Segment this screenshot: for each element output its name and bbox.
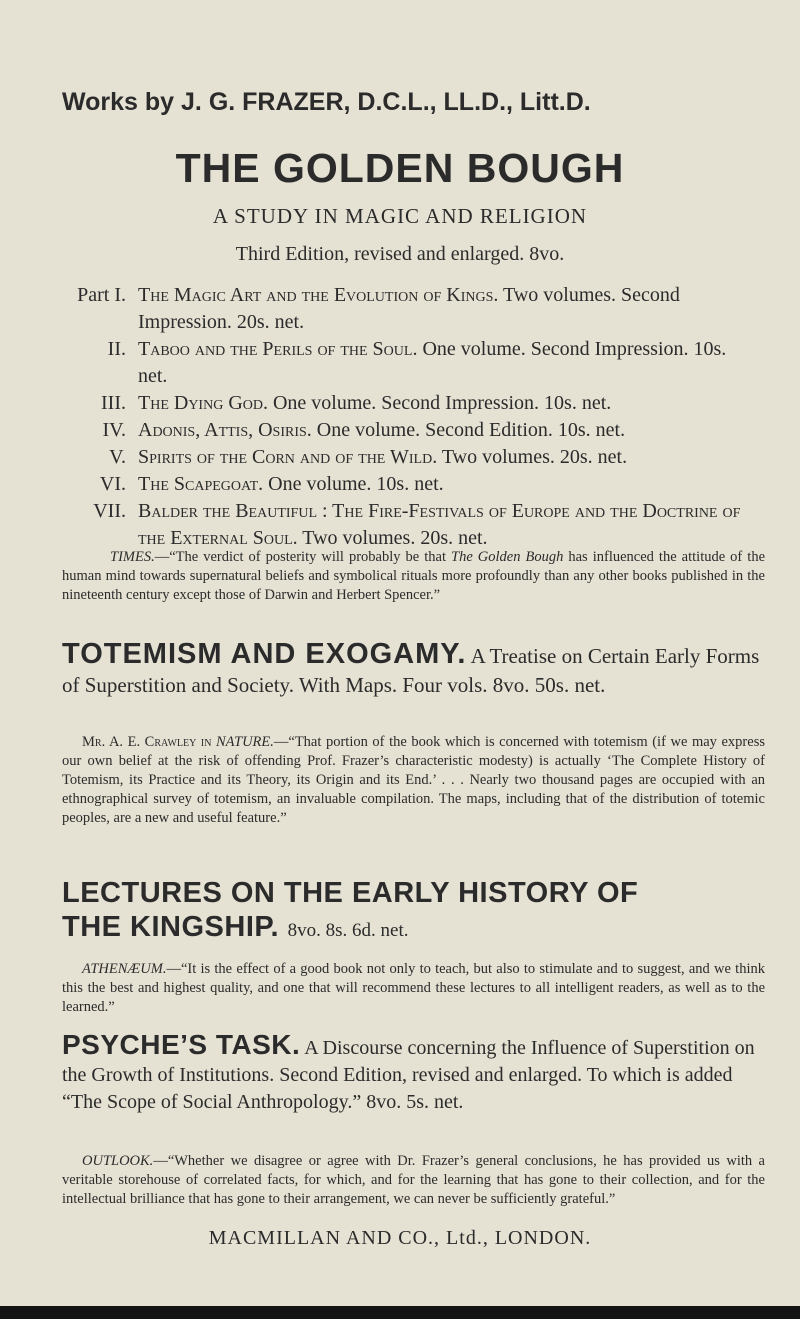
totemism-entry	[62, 640, 765, 700]
review-quote-start: —“The verdict of posterity will probably be that	[154, 549, 451, 565]
part-title: Spirits of the Corn and of the Wild.	[138, 446, 438, 468]
part-number: V.	[109, 446, 126, 468]
review-source: OUTLOOK.	[82, 1153, 154, 1169]
part-title: Adonis, Attis, Osiris.	[138, 419, 312, 441]
lectures-meta: 8vo. 8s. 6d. net.	[287, 920, 409, 941]
part-item	[58, 498, 758, 552]
parts-list	[58, 282, 758, 552]
lectures-entry	[62, 876, 765, 948]
part-title: The Scapegoat.	[138, 473, 264, 495]
golden-bough-title: THE GOLDEN BOUGH	[175, 145, 625, 191]
part-detail: Two volumes. 20s. net.	[302, 527, 488, 549]
golden-bough-subtitle: A STUDY IN MAGIC AND RELIGION	[212, 204, 588, 228]
review-quote: —“Whether we disagree or agree with Dr. Frazer’s general conclusions, he has provided us with a veritable storehouse of correlated facts, for which, and for the learning that has gone to their collection, and for the intellectual brilliance that has gone to their arrangement, we can never be sufficiently grateful.”	[62, 1153, 765, 1207]
part-detail: One volume. Second Impression. 10s. net.	[138, 338, 727, 387]
review-quote-end: has influenced the attitude of the human mind towards supernatural beliefs and symbolical rituals more profoundly than any other books published in the nineteenth century except those of Darwin and Herbert Spencer.”	[62, 549, 765, 603]
part-item	[58, 444, 758, 471]
review-quote-book-title: The Golden Bough	[451, 549, 564, 565]
part-title: Balder the Beautiful : The Fire-Festivals of Europe and the Doctrine of the External Soul.	[138, 500, 741, 549]
part-item	[58, 336, 758, 390]
part-item	[58, 390, 758, 417]
part-detail: One volume. Second Impression. 10s. net.	[272, 392, 612, 414]
part-number: Part I.	[77, 284, 126, 306]
part-detail: One volume. Second Edition. 10s. net.	[316, 419, 626, 441]
golden-bough-edition: Third Edition, revised and enlarged. 8vo.	[235, 243, 565, 265]
review-quote: —“It is the effect of a good book not only to teach, but also to stimulate and to suggest, and we think this the best and highest quality, and one that will recommend these lectures to all intelligent readers, as well as to the learned.”	[62, 961, 765, 1015]
author-heading: Works by J. G. FRAZER, D.C.L., LL.D., Litt.D.	[62, 88, 591, 116]
part-title: Taboo and the Perils of the Soul.	[138, 338, 418, 360]
lectures-title-line-1: LECTURES ON THE EARLY HISTORY OF	[62, 877, 639, 909]
part-detail: Two volumes. Second Impression. 20s. net.	[138, 284, 680, 333]
lectures-title-line-2: THE KINGSHIP.	[62, 911, 280, 943]
review-quote: —“That portion of the book which is concerned with totemism (if we may express our own belief at the risk of offending Prof. Frazer’s characteristic modesty) is actually ‘The Complete History of Totemism, its Practice and its Theory, its Origin and its End.’ . . . Nearly two thousand pages are occupied with an ethnographical survey of totemism, an invaluable compilation. The maps, including that of the distribution of totemic peoples, are a new and useful feature.”	[62, 734, 765, 826]
publisher-imprint: MACMILLAN AND CO., Ltd., LONDON.	[208, 1227, 592, 1249]
review-source: TIMES.	[110, 549, 155, 565]
psyche-title: PSYCHE’S TASK.	[62, 1029, 301, 1060]
part-title: The Magic Art and the Evolution of Kings.	[138, 284, 499, 306]
part-item	[58, 417, 758, 444]
reviewer-name: Mr. A. E. Crawley in	[82, 734, 217, 750]
part-item	[58, 282, 758, 336]
part-title: The Dying God.	[138, 392, 268, 414]
times-review	[62, 548, 765, 605]
bottom-edge-rule	[0, 1306, 800, 1319]
review-source: ATHENÆUM.	[82, 961, 167, 977]
part-number: VII.	[93, 500, 126, 522]
psyche-entry	[62, 1031, 765, 1116]
athenaeum-review	[62, 960, 765, 1017]
nature-review	[62, 733, 765, 828]
part-number: VI.	[99, 473, 126, 495]
totemism-title: TOTEMISM AND EXOGAMY.	[62, 638, 467, 670]
part-number: IV.	[102, 419, 126, 441]
part-number: III.	[101, 392, 126, 414]
psyche-description: A Discourse concerning the Influence of Superstition on the Growth of Institutions. Second Edition, revised and enlarged. To which is added “The Scope of Social Anthropology.” 8vo. 5s. net.	[62, 1037, 755, 1113]
part-detail: One volume. 10s. net.	[268, 473, 444, 495]
part-detail: Two volumes. 20s. net.	[441, 446, 628, 468]
outlook-review	[62, 1152, 765, 1209]
totemism-description: A Treatise on Certain Early Forms of Superstition and Society. With Maps. Four vols. 8vo. 50s. net.	[62, 644, 760, 697]
review-source: NATURE.	[216, 734, 274, 750]
part-number: II.	[107, 338, 126, 360]
part-item	[58, 471, 758, 498]
